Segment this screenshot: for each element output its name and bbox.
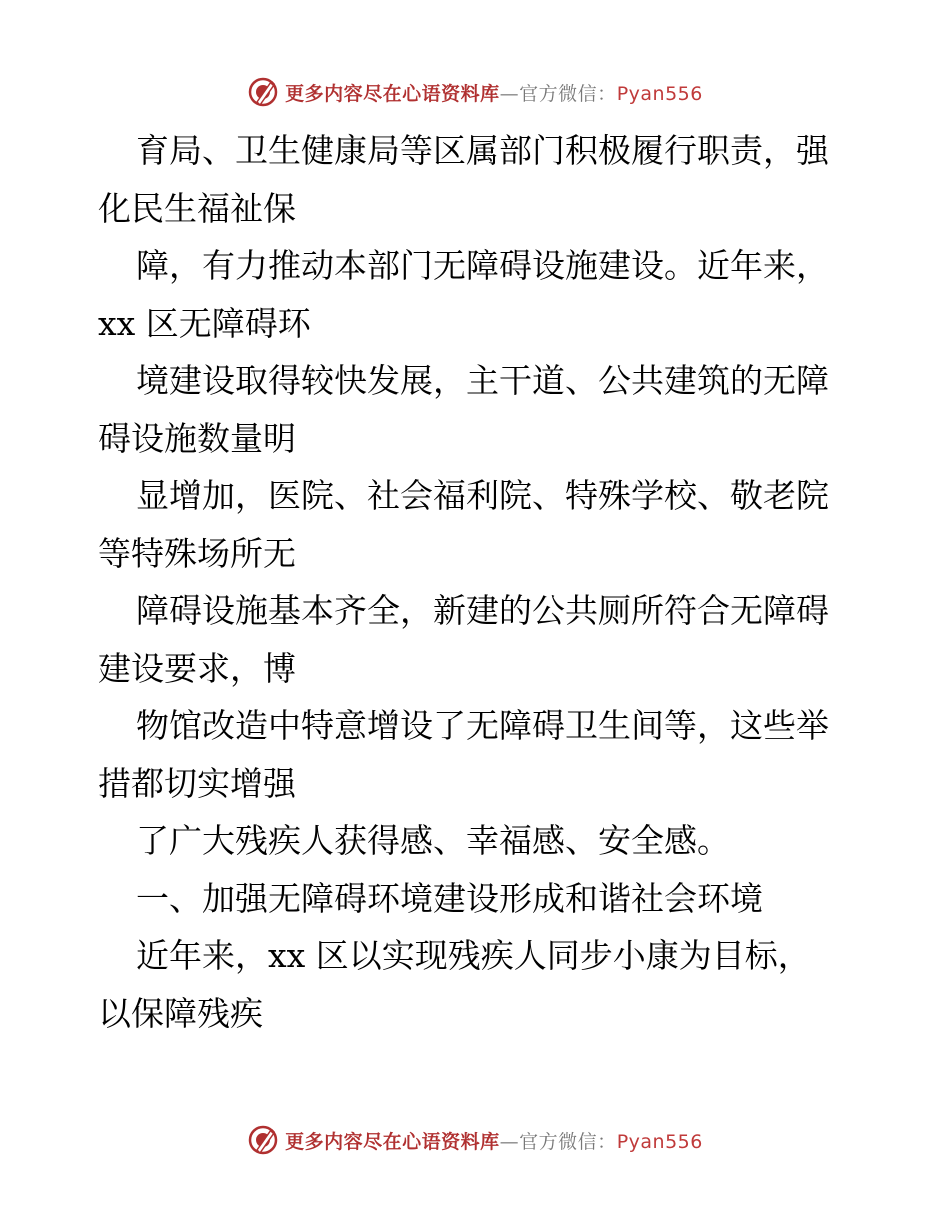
watermark-wechat-id: Pyan556	[616, 82, 703, 105]
pen-logo-icon	[247, 76, 279, 108]
watermark-label: 官方微信：	[519, 82, 617, 105]
text-line: 育局、卫生健康局等区属部门积极履行职责，强	[136, 131, 829, 170]
text-line: 近年来，xx 区以实现残疾人同步小康为目标，	[136, 936, 811, 975]
watermark-dash: —	[499, 1130, 520, 1153]
text-line: 措都切实增强	[98, 763, 296, 803]
text-line: 显增加，医院、社会福利院、特殊学校、敬老院	[136, 476, 829, 515]
text-line: 碍设施数量明	[98, 418, 296, 458]
footer-watermark	[0, 1120, 950, 1160]
section-heading: 一、加强无障碍环境建设形成和谐社会环境	[136, 878, 763, 918]
text-line: 建设要求，博	[98, 648, 296, 688]
document-body	[98, 122, 858, 1042]
text-line: 了广大残疾人获得感、幸福感、安全感。	[136, 821, 730, 860]
watermark-brand-text: 更多内容尽在心语资料库	[285, 82, 500, 105]
watermark-label: 官方微信：	[519, 1130, 617, 1153]
pen-logo-icon	[247, 1124, 279, 1156]
text-line: 物馆改造中特意增设了无障碍卫生间等，这些举	[136, 706, 829, 745]
text-line: xx 区无障碍环	[98, 303, 311, 343]
text-line: 等特殊场所无	[98, 533, 296, 573]
watermark-wechat-id: Pyan556	[616, 1130, 703, 1153]
text-line: 以保障残疾	[98, 993, 263, 1033]
text-line: 障碍设施基本齐全，新建的公共厕所符合无障碍	[136, 591, 829, 630]
text-line: 化民生福祉保	[98, 188, 296, 228]
text-line: 境建设取得较快发展，主干道、公共建筑的无障	[136, 361, 829, 400]
watermark-brand-text: 更多内容尽在心语资料库	[285, 1130, 500, 1153]
watermark-text	[285, 79, 703, 106]
header-watermark	[0, 72, 950, 112]
watermark-text	[285, 1127, 703, 1154]
watermark-dash: —	[499, 82, 520, 105]
text-line: 障，有力推动本部门无障碍设施建设。近年来，	[136, 246, 829, 285]
